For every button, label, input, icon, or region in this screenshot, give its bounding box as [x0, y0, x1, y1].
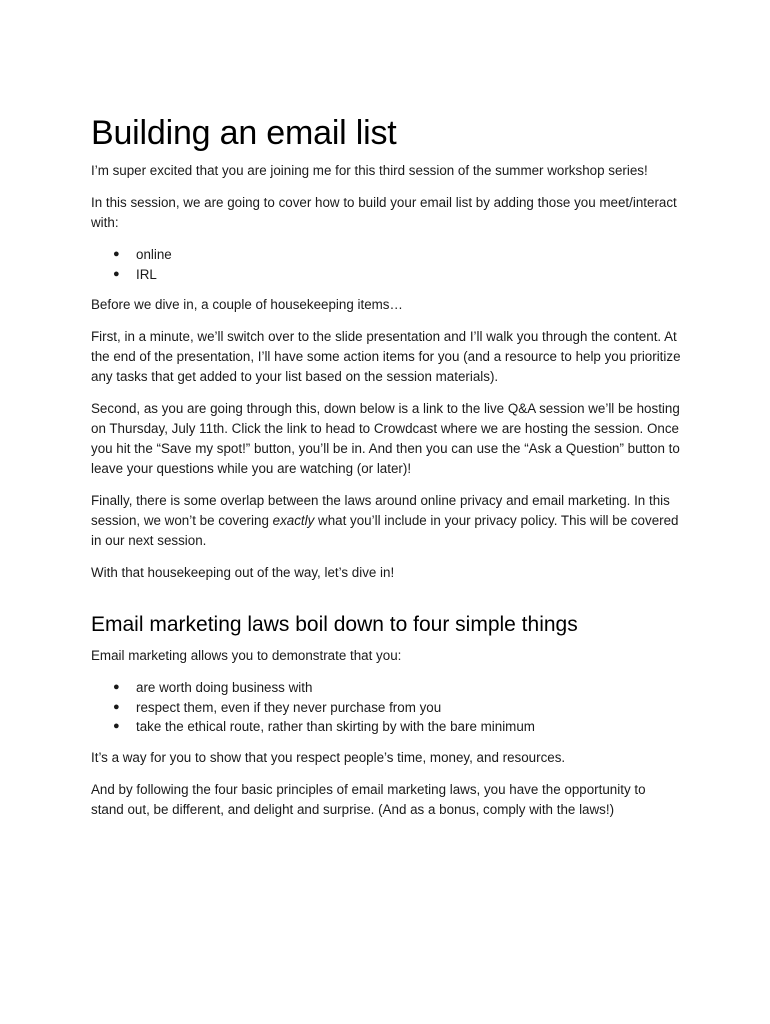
- list-item-text: take the ethical route, rather than skirting by with the bare minimum: [136, 719, 535, 734]
- final-paragraph: And by following the four basic principles of email marketing laws, you have the opportunity to stand out, be different, and delight and surprise. (And as a bonus, comply with the laws!): [91, 781, 646, 817]
- section-heading: Email marketing laws boil down to four simple things: [91, 613, 578, 636]
- list-item: [113, 678, 681, 698]
- finally-item-paragraph: [91, 491, 681, 551]
- housekeeping-intro: Before we dive in, a couple of housekeeping items…: [91, 297, 403, 312]
- first-item-paragraph: First, in a minute, we’ll switch over to the slide presentation and I’ll walk you through the content. At the end of the presentation, I’ll have some action items for you (and a resource to help you prioritize any tasks that get added to your list based on the session materials).: [91, 329, 681, 384]
- list-item-text: IRL: [136, 266, 157, 282]
- intro-paragraph: I’m super excited that you are joining me for this third session of the summer workshop series!: [91, 163, 648, 178]
- list-item-text: respect them, even if they never purchase from you: [136, 699, 442, 715]
- bullet-icon: ●: [113, 720, 120, 732]
- finally-text-before: Finally, there is some overlap between the laws around online privacy and email marketing. In this session, we won’t be covering: [91, 493, 670, 528]
- respect-paragraph: It’s a way for you to show that you respect people’s time, money, and resources.: [91, 749, 566, 765]
- bullet-icon: ●: [113, 248, 120, 260]
- second-item-paragraph: Second, as you are going through this, down below is a link to the live Q&A session we’ll be hosting on Thursday, July 11th. Click the link to head to Crowdcast where we are hosting the session. Once you hit the “Save my spot!” button, you’ll be in. And then you can use the “Ask a Question” button to leave your questions while you are watching (or later)!: [91, 401, 680, 476]
- channel-list: [91, 245, 681, 284]
- list-item: [113, 698, 681, 718]
- session-overview-paragraph: In this session, we are going to cover how to build your email list by adding those you meet/interact with:: [91, 195, 677, 230]
- finally-emphasis: exactly: [272, 513, 315, 528]
- document-page: [91, 112, 681, 832]
- finally-text-after: what you’ll include in your privacy policy. This will be covered in our next session.: [91, 513, 679, 548]
- document-title: Building an email list: [91, 114, 397, 152]
- list-item: [113, 717, 681, 737]
- bullet-icon: ●: [113, 700, 120, 713]
- list-item-text: online: [136, 247, 172, 262]
- list-item: [113, 265, 681, 285]
- closing-intro: With that housekeeping out of the way, let’s dive in!: [91, 565, 395, 580]
- section-lead: Email marketing allows you to demonstrate that you:: [91, 648, 402, 663]
- bullet-icon: ●: [113, 681, 120, 693]
- benefits-list: [91, 678, 681, 737]
- list-item-text: are worth doing business with: [136, 680, 313, 695]
- bullet-icon: ●: [113, 267, 120, 280]
- list-item: [113, 245, 681, 265]
